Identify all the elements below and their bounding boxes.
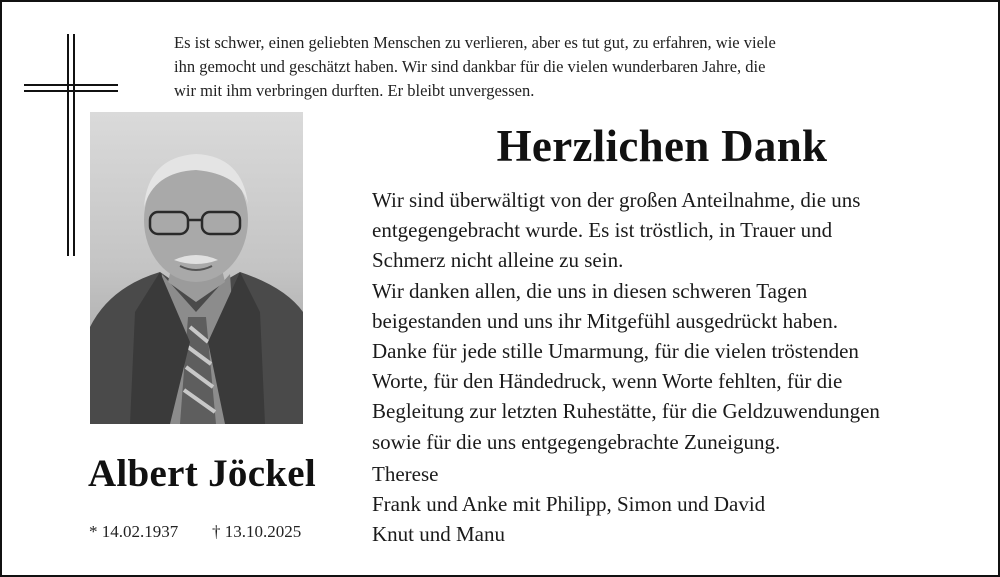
thanks-line: Worte, für den Händedruck, wenn Worte fehlten, für die — [372, 369, 843, 394]
death-date: † 13.10.2025 — [212, 522, 302, 541]
signer: Frank und Anke mit Philipp, Simon und David — [372, 492, 766, 516]
thanks-line: Wir sind überwältigt von der großen Anteilnahme, die uns — [372, 188, 861, 212]
thanks-line: Schmerz nicht alleine zu sein. — [372, 248, 624, 273]
thanks-line: beigestanden und uns ihr Mitgefühl ausgedrückt haben. — [372, 308, 838, 333]
intro-line: ihn gemocht und geschätzt haben. Wir sind dankbar für die vielen wunderbaren Jahre, die — [174, 57, 766, 76]
signer: Knut und Manu — [372, 522, 505, 546]
signer: Therese — [372, 462, 439, 486]
portrait-photo — [90, 112, 303, 424]
main-heading: Herzlichen Dank — [496, 121, 828, 171]
thanks-line: sowie für die uns entgegengebrachte Zuneigung. — [372, 429, 781, 454]
deceased-name: Albert Jöckel — [87, 452, 317, 495]
intro-line: Es ist schwer, einen geliebten Menschen zu verlieren, aber es tut gut, zu erfahren, wie viele — [174, 33, 776, 52]
signers-list — [372, 459, 972, 549]
thanks-line: Danke für jede stille Umarmung, für die vielen tröstenden — [372, 339, 859, 364]
intro-text — [174, 31, 934, 103]
thanks-line: Begleitung zur letzten Ruhestätte, für die Geldzuwendungen — [372, 399, 880, 424]
thanks-line: Wir danken allen, die uns in diesen schweren Tagen — [372, 278, 808, 303]
thanks-line: entgegengebracht wurde. Es ist tröstlich, in Trauer und — [372, 218, 833, 243]
birth-date: * 14.02.1937 — [89, 522, 179, 541]
intro-line: wir mit ihm verbringen durften. Er bleibt unvergessen. — [174, 81, 535, 100]
thanks-text — [372, 185, 982, 457]
